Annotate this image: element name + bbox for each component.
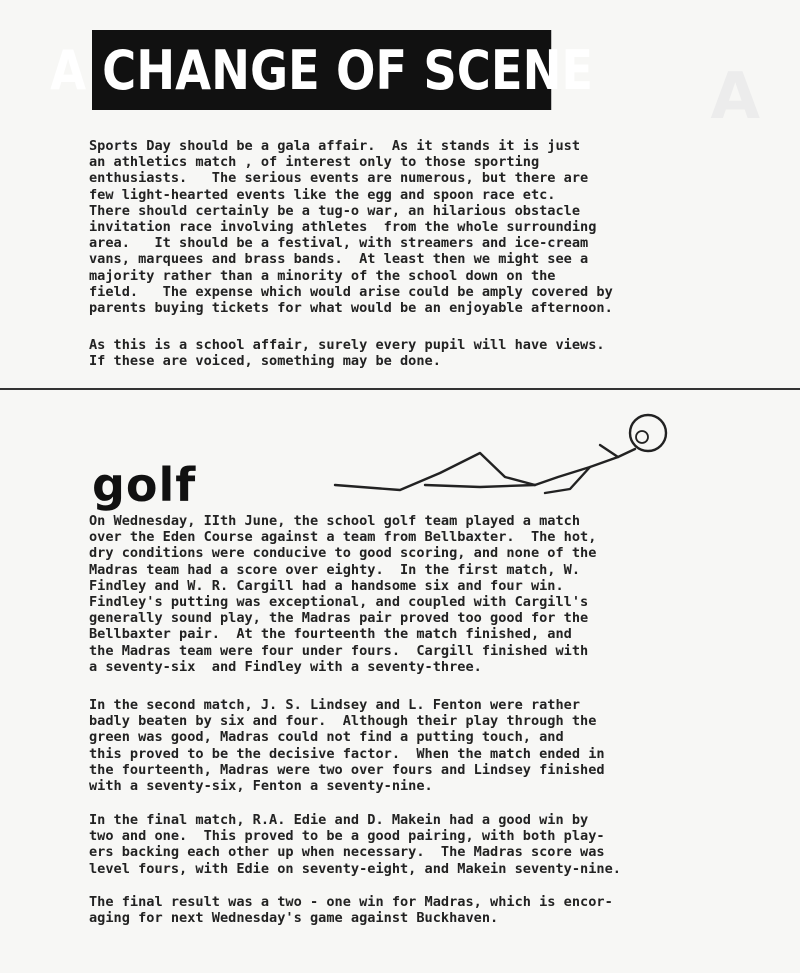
golf-paragraph-2: In the second match, J. S. Lindsey and L. Fenton were rather badly beaten by six and four. Although their play through the green was good, Madras could not find a putting touch, and this proved to be the decisive factor. When the match ended in the fourteenth, Madras were two over fours and Lindsey finished with a seventy-six, Fenton a seventy-nine. [89, 697, 605, 795]
figure-body [535, 449, 635, 485]
figure-arm [600, 445, 618, 457]
sports-day-paragraph-2: As this is a school affair, surely every pupil will have views. If these are voiced, something may be done. [89, 337, 605, 370]
page-heading: A CHANGE OF SCENE [50, 38, 594, 102]
bleed-through-ghost: A [710, 60, 760, 134]
sports-day-paragraph-1: Sports Day should be a gala affair. As it stands it is just an athletics match , of interest only to those sporting enthusiasts. The serious events are numerous, but there are few light-hearted events like the egg and spoon race etc. There should certainly be a tug-o war, an hilarious obstacle invitation race involving athletes from the whole surrounding area. It should be a festival, with streamers and ice-cream vans, marquees and brass bands. At least then we might see a majority rather than a minority of the school down on the field. The expense which would arise could be amply covered by parents buying tickets for what would be an enjoyable afternoon. [89, 138, 613, 317]
golf-paragraph-3: In the final match, R.A. Edie and D. Makein had a good win by two and one. This proved to be a good pairing, with both play- ers backing each other up when necessary. The Madras score was level fours, with Edie on seventy-eight, and Makein seventy-nine. [89, 812, 621, 877]
figure-head [630, 415, 666, 451]
page-heading-banner [50, 30, 594, 110]
reclining-stick-figure-drawing [330, 405, 710, 505]
golf-paragraph-1: On Wednesday, IIth June, the school golf team played a match over the Eden Course against a team from Bellbaxter. The hot, dry conditions were conducive to good scoring, and none of the Madras team had a score over eighty. In the first match, W. Findley and W. R. Cargill had a handsome six and four win. Findley's putting was exceptional, and coupled with Cargill's generally sound play, the Madras pair proved too good for the Bellbaxter pair. At the fourteenth the match finished, and the Madras team were four under fours. Cargill finished with a seventy-six and Findley with a seventy-three. [89, 513, 597, 675]
golf-title: golf [92, 458, 197, 512]
section-divider [0, 388, 800, 390]
golf-paragraph-4: The final result was a two - one win for Madras, which is encor- aging for next Wednesday's game against Buckhaven. [89, 894, 613, 927]
figure-eye [636, 431, 648, 443]
figure-leg-2 [425, 485, 535, 487]
